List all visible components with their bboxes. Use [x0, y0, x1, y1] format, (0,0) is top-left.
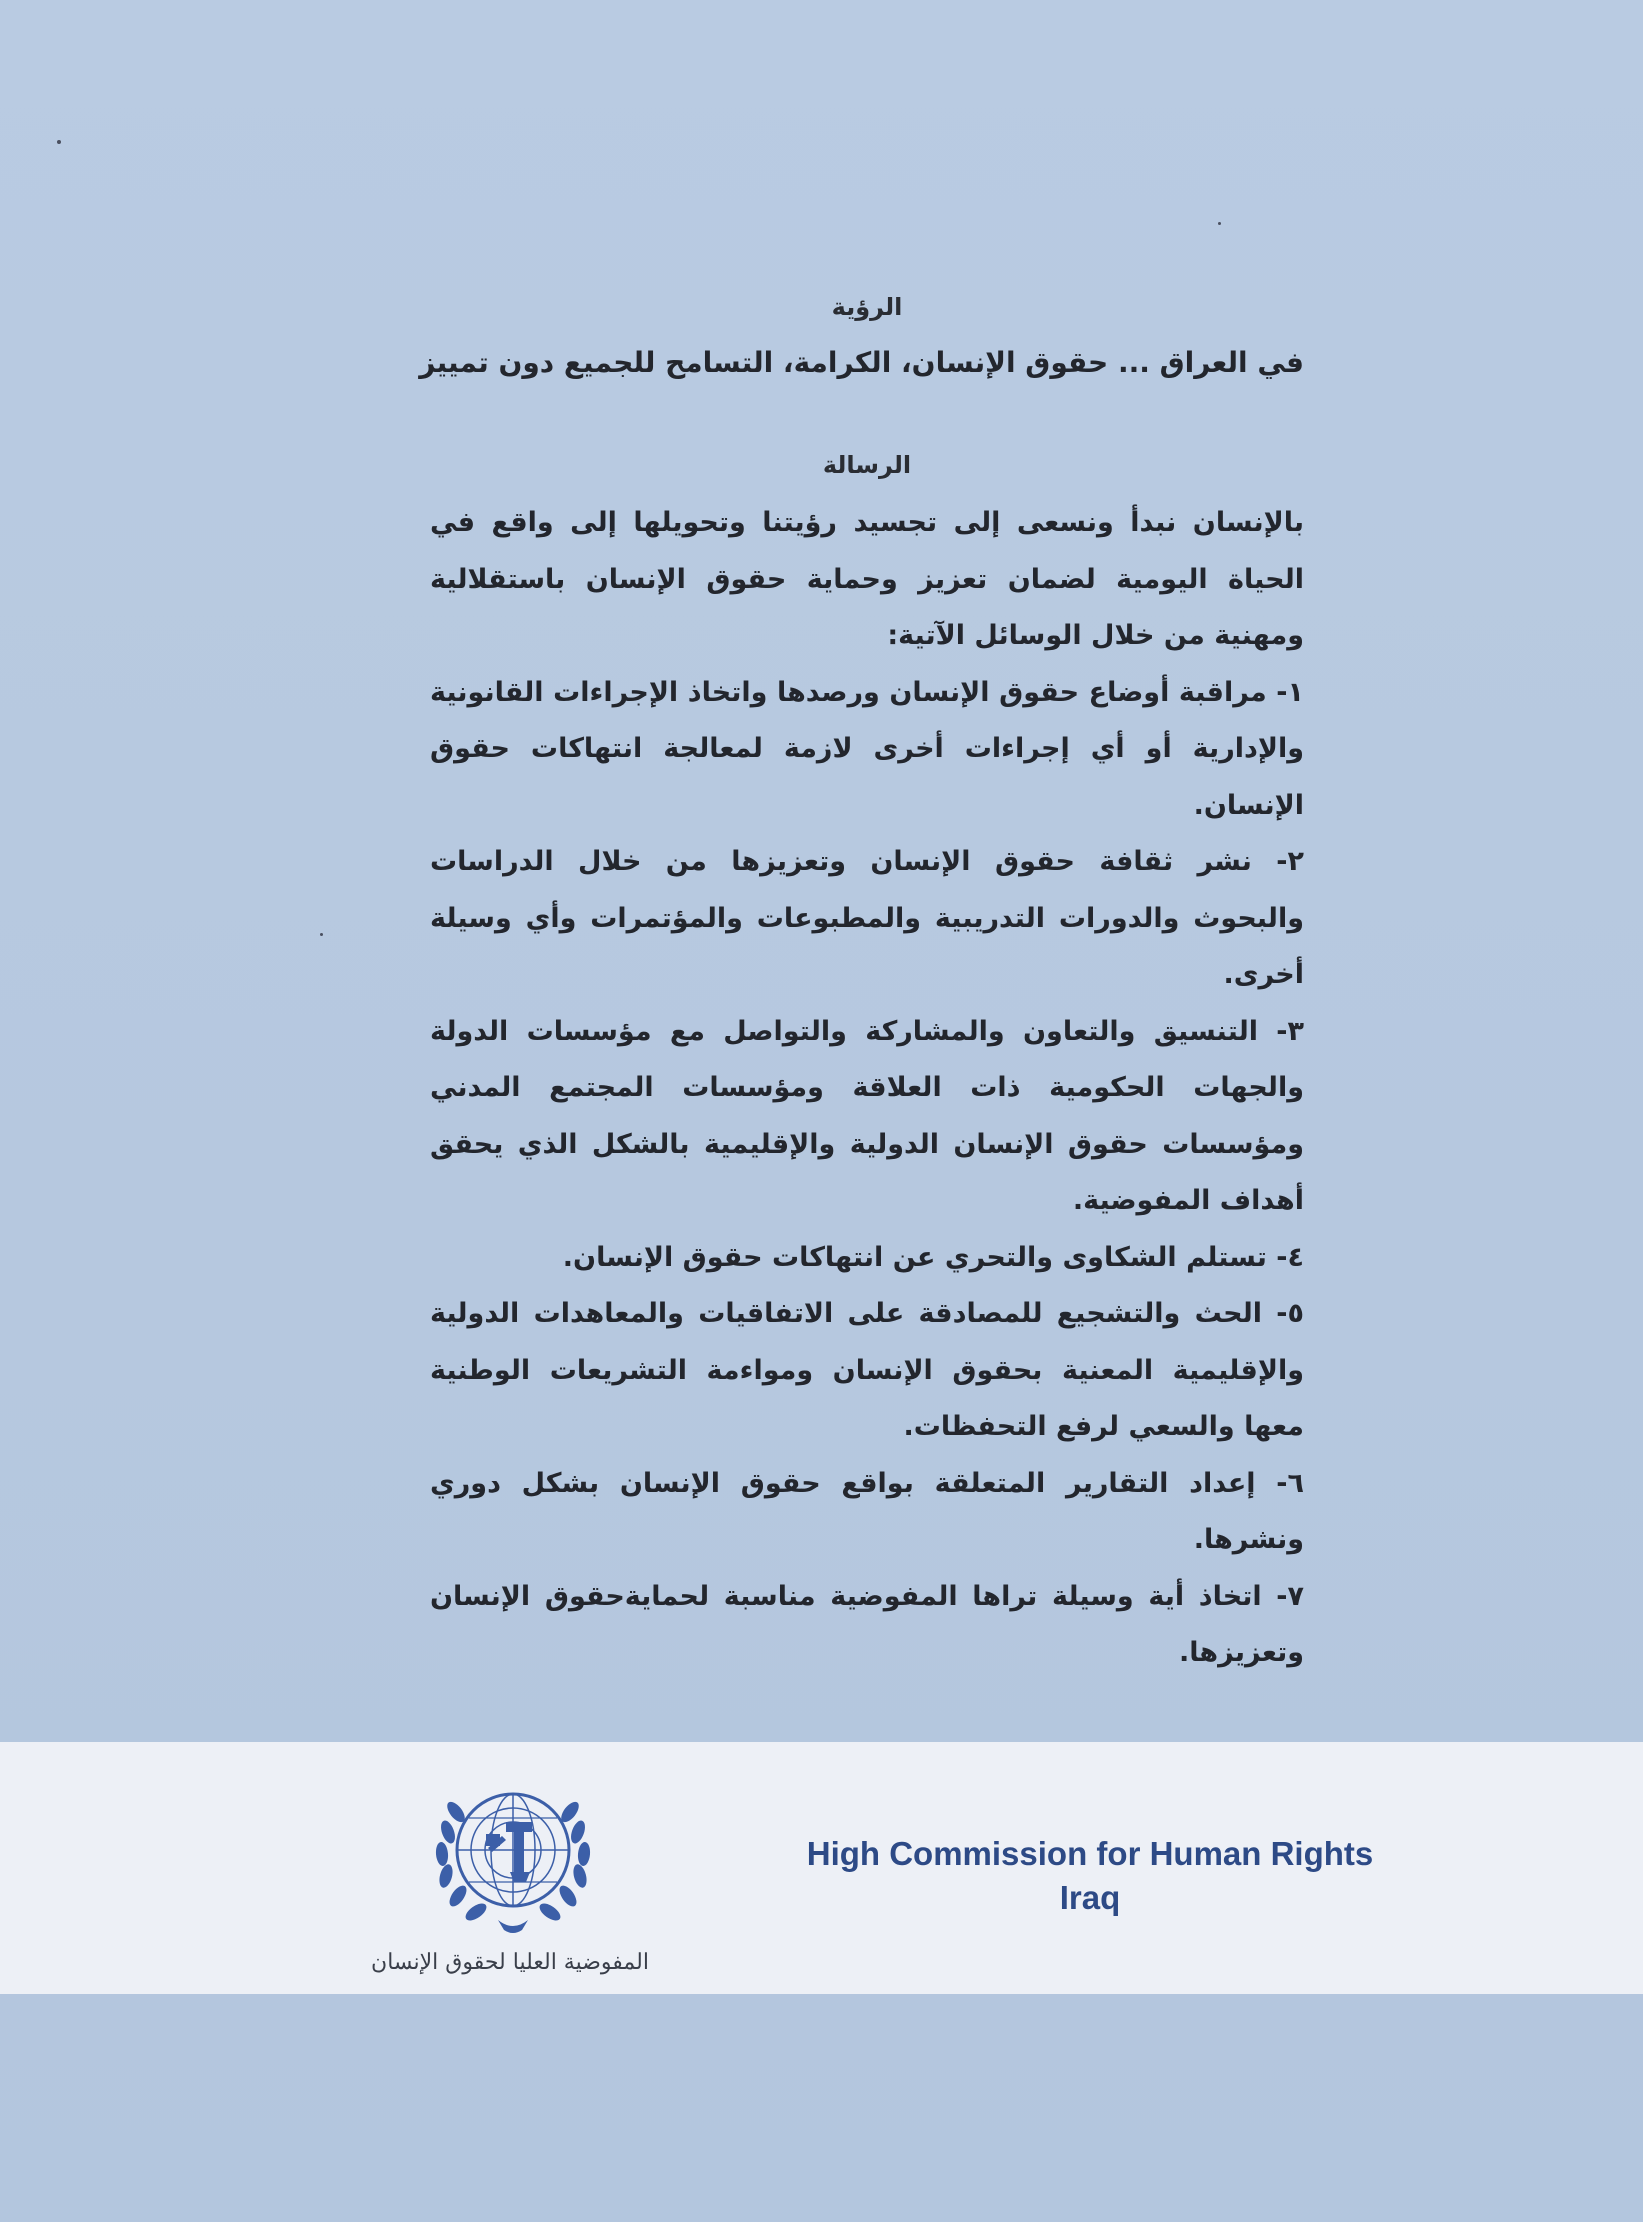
arabic-organization-name: المفوضية العليا لحقوق الإنسان [371, 1950, 649, 1975]
english-name-line1: High Commission for Human Rights [806, 1835, 1374, 1872]
print-speck [57, 140, 61, 144]
mission-item-6: ٦- إعداد التقارير المتعلقة بواقع حقوق الإنسان بشكل دوري ونشرها. [430, 1467, 1304, 1555]
main-text-block [419, 285, 1304, 1682]
print-speck [1218, 222, 1221, 225]
mission-item-3: ٣- التنسيق والتعاون والمشاركة والتواصل مع مؤسسات الدولة والجهات الحكومية ذات العلاقة ومؤسسات المجتمع المدني ومؤسسات حقوق الإنسان الدولية والإقليمية بالشكل الذي يحقق أهداف المفوضية. [430, 1015, 1304, 1216]
english-name-line2: Iraq [1059, 1879, 1121, 1916]
print-speck [320, 933, 323, 936]
mission-item-4: ٤- تستلم الشكاوى والتحري عن انتهاكات حقوق الإنسان. [562, 1241, 1304, 1273]
laurel-wreath-globe-emblem-icon [418, 1772, 608, 1952]
mission-item-1: ١- مراقبة أوضاع حقوق الإنسان ورصدها واتخاذ الإجراءات القانونية والإدارية أو أي إجراءات أخرى لازمة لمعالجة انتهاكات حقوق الإنسان. [430, 676, 1304, 821]
mission-intro: بالإنسان نبدأ ونسعى إلى تجسيد رؤيتنا وتحويلها إلى واقع في الحياة اليومية لضمان تعزيز وحماية حقوق الإنسان باستقلالية ومهنية من خلال الوسائل الآتية: [430, 507, 1304, 651]
mission-item-7: ٧- اتخاذ أية وسيلة تراها المفوضية مناسبة لحمايةحقوق الإنسان وتعزيزها. [430, 1580, 1304, 1668]
mission-item-2: ٢- نشر ثقافة حقوق الإنسان وتعزيزها من خلال الدراسات والبحوث والدورات التدريبية والمطبوعات والمؤتمرات وأي وسيلة أخرى. [430, 846, 1304, 990]
mission-heading: الرسالة [822, 451, 912, 479]
vision-statement: في العراق ... حقوق الإنسان، الكرامة، التسامح للجميع دون تمييز [419, 346, 1304, 379]
mission-item-5: ٥- الحث والتشجيع للمصادقة على الاتفاقيات والمعاهدات الدولية والإقليمية المعنية بحقوق الإنسان ومواءمة التشريعات الوطنية معها والسعي لرفع التحفظات. [430, 1298, 1304, 1442]
vision-heading: الرؤية [831, 293, 903, 321]
english-organization-name [760, 1832, 1420, 1920]
